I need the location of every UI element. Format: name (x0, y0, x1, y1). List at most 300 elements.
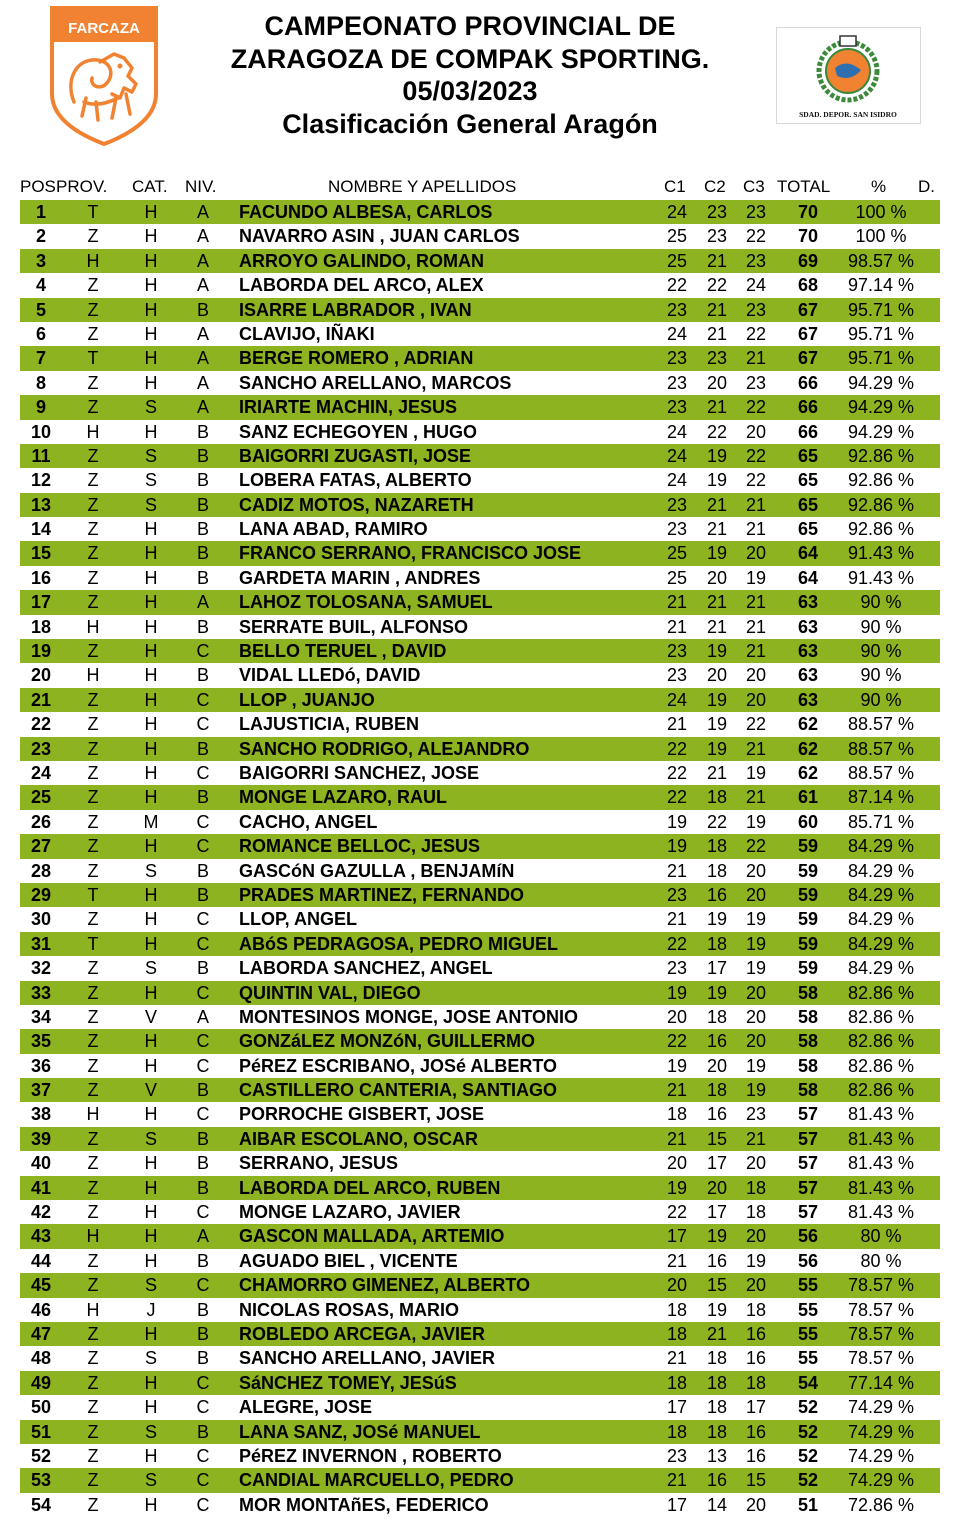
cell-name: BERGE ROMERO , ADRIAN (239, 348, 474, 369)
cell-c1: 20 (666, 1275, 688, 1296)
cell-c2: 21 (706, 616, 728, 637)
cell-c3: 19 (745, 1055, 767, 1076)
cell-prov: Z (87, 1470, 99, 1491)
cell-name: FRANCO SERRANO, FRANCISCO JOSE (239, 543, 582, 564)
cell-c3: 22 (745, 836, 767, 857)
cell-cat: S (144, 1128, 157, 1149)
cell-total: 63 (797, 665, 819, 686)
cell-pos: 17 (30, 592, 52, 613)
cell-pos: 49 (30, 1372, 52, 1393)
cell-name: MONGE LAZARO, RAUL (239, 787, 447, 808)
cell-pos: 52 (30, 1445, 52, 1466)
cell-prov: Z (87, 445, 99, 466)
cell-c1: 18 (666, 1104, 688, 1125)
cell-prov: H (86, 1104, 100, 1125)
cell-pct: 74.29 % (847, 1397, 915, 1418)
cell-cat: H (144, 982, 158, 1003)
cell-pos: 29 (30, 884, 52, 905)
cell-pct: 78.57 % (847, 1348, 915, 1369)
cell-total: 57 (797, 1104, 819, 1125)
cell-name: NICOLAS ROSAS, MARIO (239, 1299, 460, 1320)
table-row (20, 517, 940, 541)
cell-cat: H (144, 689, 158, 710)
cell-pct: 84.29 % (847, 884, 915, 905)
table-row (20, 639, 940, 663)
cell-name: ROBLEDO ARCEGA, JAVIER (239, 1323, 486, 1344)
cell-c2: 18 (706, 860, 728, 881)
cell-cat: S (144, 958, 157, 979)
cell-c2: 19 (706, 543, 728, 564)
cell-c3: 20 (745, 982, 767, 1003)
cell-c1: 22 (666, 787, 688, 808)
cell-name: MONGE LAZARO, JAVIER (239, 1202, 461, 1223)
cell-niv: B (196, 884, 209, 905)
cell-name: AIBAR ESCOLANO, OSCAR (239, 1128, 479, 1149)
cell-pct: 88.57 % (847, 714, 915, 735)
cell-cat: H (144, 519, 158, 540)
table-row (20, 1468, 940, 1492)
cell-name: SERRANO, JESUS (239, 1153, 399, 1174)
cell-niv: C (196, 641, 210, 662)
cell-pos: 15 (30, 543, 52, 564)
cell-c3: 23 (745, 202, 767, 222)
cell-c3: 20 (745, 1494, 767, 1515)
cell-cat: J (146, 1299, 156, 1320)
table-row (20, 932, 940, 956)
cell-niv: A (196, 202, 209, 222)
cell-niv: B (196, 1348, 209, 1369)
cell-name: LANA SANZ, JOSé MANUEL (239, 1421, 481, 1442)
cell-pos: 38 (30, 1104, 52, 1125)
cell-niv: C (196, 714, 210, 735)
cell-niv: B (196, 1250, 209, 1271)
cell-name: MONTESINOS MONGE, JOSE ANTONIO (239, 1006, 579, 1027)
cell-name: CADIZ MOTOS, NAZARETH (239, 494, 474, 515)
cell-prov: H (86, 250, 100, 271)
cell-pct: 84.29 % (847, 860, 915, 881)
cell-c3: 23 (745, 372, 767, 393)
cell-niv: C (196, 909, 210, 930)
cell-total: 52 (797, 1470, 819, 1491)
cell-cat: H (144, 275, 158, 296)
cell-niv: B (196, 860, 209, 881)
cell-cat: H (144, 884, 158, 905)
table-row (20, 224, 940, 248)
cell-pos: 22 (30, 714, 52, 735)
cell-c2: 22 (706, 275, 728, 296)
table-header (20, 177, 940, 199)
cell-prov: Z (87, 811, 99, 832)
cell-name: LAJUSTICIA, RUBEN (239, 714, 420, 735)
cell-prov: Z (87, 1372, 99, 1393)
cell-c3: 24 (745, 275, 767, 296)
cell-prov: Z (87, 787, 99, 808)
cell-niv: B (196, 738, 209, 759)
cell-c1: 23 (666, 665, 688, 686)
cell-c2: 19 (706, 445, 728, 466)
cell-cat: H (144, 226, 158, 247)
cell-pos: 23 (30, 738, 52, 759)
col-header-total: TOTAL (777, 177, 831, 196)
cell-niv: B (196, 1153, 209, 1174)
cell-cat: H (144, 714, 158, 735)
club-emblem-icon (777, 28, 920, 123)
cell-c3: 20 (745, 1275, 767, 1296)
cell-c1: 20 (666, 1153, 688, 1174)
cell-c3: 20 (745, 884, 767, 905)
cell-prov: Z (87, 372, 99, 393)
table-row (20, 1029, 940, 1053)
cell-total: 65 (797, 470, 819, 491)
cell-pct: 94.29 % (847, 421, 915, 442)
col-header-pos: POS (20, 177, 56, 196)
cell-pct: 95.71 % (847, 299, 915, 320)
cell-niv: A (196, 226, 209, 247)
cell-c3: 19 (745, 1080, 767, 1101)
cell-c3: 20 (745, 1153, 767, 1174)
cell-name: NAVARRO ASIN , JUAN CARLOS (239, 226, 520, 247)
cell-cat: H (144, 836, 158, 857)
cell-c2: 16 (706, 1104, 728, 1125)
cell-cat: H (144, 909, 158, 930)
table-row (20, 590, 940, 614)
table-row (20, 688, 940, 712)
results-table (20, 200, 940, 1517)
cell-name: SáNCHEZ TOMEY, JESúS (239, 1372, 457, 1393)
cell-c3: 18 (745, 1202, 767, 1223)
cell-pos: 31 (30, 933, 52, 954)
cell-c2: 20 (706, 665, 728, 686)
cell-prov: Z (87, 1031, 99, 1052)
cell-c3: 20 (745, 1031, 767, 1052)
cell-niv: B (196, 958, 209, 979)
col-header-c3: C3 (743, 177, 765, 196)
cell-cat: H (144, 567, 158, 588)
cell-c1: 23 (666, 884, 688, 905)
cell-name: BAIGORRI SANCHEZ, JOSE (239, 762, 480, 783)
cell-name: MOR MONTAñES, FEDERICO (239, 1494, 489, 1515)
cell-c2: 21 (706, 494, 728, 515)
cell-c2: 21 (706, 299, 728, 320)
cell-c2: 18 (706, 1080, 728, 1101)
cell-prov: Z (87, 1128, 99, 1149)
cell-niv: C (196, 689, 210, 710)
cell-c3: 21 (745, 494, 767, 515)
cell-name: GASCóN GAZULLA , BENJAMíN (239, 860, 515, 881)
table-row (20, 566, 940, 590)
cell-total: 52 (797, 1445, 819, 1466)
cell-c3: 18 (745, 1299, 767, 1320)
cell-niv: B (196, 494, 209, 515)
cell-c2: 18 (706, 787, 728, 808)
cell-pos: 41 (30, 1177, 52, 1198)
cell-pct: 78.57 % (847, 1275, 915, 1296)
cell-prov: H (86, 1299, 100, 1320)
cell-cat: H (144, 372, 158, 393)
col-header-prov: PROV. (56, 177, 108, 196)
cell-c3: 21 (745, 592, 767, 613)
cell-pct: 81.43 % (847, 1104, 915, 1125)
cell-prov: Z (87, 1445, 99, 1466)
cell-cat: S (144, 860, 157, 881)
cell-c2: 14 (706, 1494, 728, 1515)
cell-total: 63 (797, 592, 819, 613)
cell-niv: C (196, 1494, 210, 1515)
cell-cat: H (144, 616, 158, 637)
cell-prov: Z (87, 1323, 99, 1344)
cell-c1: 25 (666, 250, 688, 271)
title-subtitle: Clasificación General Aragón (282, 108, 658, 139)
cell-prov: Z (87, 1153, 99, 1174)
table-row (20, 1273, 940, 1297)
cell-c2: 18 (706, 1372, 728, 1393)
table-row (20, 493, 940, 517)
cell-c3: 23 (745, 1104, 767, 1125)
cell-cat: H (144, 787, 158, 808)
cell-name: PéREZ INVERNON , ROBERTO (239, 1445, 502, 1466)
cell-prov: Z (87, 909, 99, 930)
cell-name: CACHO, ANGEL (239, 811, 378, 832)
cell-pos: 20 (30, 665, 52, 686)
cell-prov: Z (87, 1080, 99, 1101)
title-date: 05/03/2023 (402, 76, 538, 106)
table-row (20, 737, 940, 761)
cell-c3: 19 (745, 1250, 767, 1271)
cell-c3: 17 (745, 1397, 767, 1418)
cell-c1: 17 (666, 1226, 688, 1247)
cell-pct: 94.29 % (847, 397, 915, 418)
cell-total: 57 (797, 1177, 819, 1198)
cell-niv: B (196, 567, 209, 588)
cell-total: 65 (797, 519, 819, 540)
cell-c3: 15 (745, 1470, 767, 1491)
cell-prov: Z (87, 762, 99, 783)
cell-c1: 24 (666, 421, 688, 442)
cell-pct: 84.29 % (847, 958, 915, 979)
cell-name: ARROYO GALINDO, ROMAN (239, 250, 484, 271)
cell-c3: 21 (745, 738, 767, 759)
cell-pct: 100 % (855, 226, 907, 247)
cell-name: SANZ ECHEGOYEN , HUGO (239, 421, 478, 442)
cell-niv: A (196, 348, 209, 369)
cell-name: SANCHO RODRIGO, ALEJANDRO (239, 738, 530, 759)
cell-pct: 92.86 % (847, 470, 915, 491)
col-header-niv: NIV. (185, 177, 217, 196)
table-row (20, 1176, 940, 1200)
cell-pct: 92.86 % (847, 519, 915, 540)
cell-c3: 19 (745, 762, 767, 783)
cell-c2: 19 (706, 689, 728, 710)
table-row (20, 1420, 940, 1444)
cell-name: ABóS PEDRAGOSA, PEDRO MIGUEL (239, 933, 559, 954)
cell-pct: 91.43 % (847, 567, 915, 588)
cell-c1: 18 (666, 1421, 688, 1442)
cell-name: PORROCHE GISBERT, JOSE (239, 1104, 485, 1125)
cell-pos: 6 (35, 323, 46, 344)
cell-prov: Z (87, 1494, 99, 1515)
cell-c2: 18 (706, 1421, 728, 1442)
cell-c1: 21 (666, 1470, 688, 1491)
cell-niv: A (196, 250, 209, 271)
cell-pct: 81.43 % (847, 1177, 915, 1198)
table-row (20, 273, 940, 297)
cell-pct: 80 % (860, 1250, 902, 1271)
cell-c3: 20 (745, 665, 767, 686)
cell-niv: B (196, 421, 209, 442)
cell-niv: C (196, 1470, 210, 1491)
cell-c3: 22 (745, 714, 767, 735)
cell-prov: Z (87, 1250, 99, 1271)
cell-c3: 21 (745, 616, 767, 637)
col-header-cat: CAT. (132, 177, 168, 196)
cell-pos: 50 (30, 1397, 52, 1418)
cell-c1: 21 (666, 1250, 688, 1271)
cell-c1: 23 (666, 641, 688, 662)
cell-c3: 22 (745, 323, 767, 344)
cell-c1: 18 (666, 1323, 688, 1344)
cell-pct: 84.29 % (847, 909, 915, 930)
cell-name: GARDETA MARIN , ANDRES (239, 567, 481, 588)
cell-pct: 72.86 % (847, 1494, 915, 1515)
cell-name: LLOP, ANGEL (239, 909, 358, 930)
table-row (20, 761, 940, 785)
cell-c1: 18 (666, 1299, 688, 1320)
cell-total: 63 (797, 641, 819, 662)
cell-c1: 22 (666, 762, 688, 783)
cell-total: 66 (797, 397, 819, 418)
table-row (20, 1249, 940, 1273)
cell-cat: H (144, 1031, 158, 1052)
cell-pct: 74.29 % (847, 1445, 915, 1466)
cell-c2: 16 (706, 884, 728, 905)
cell-name: CLAVIJO, IÑAKI (239, 323, 375, 344)
cell-prov: Z (87, 567, 99, 588)
cell-c1: 22 (666, 1202, 688, 1223)
cell-cat: V (144, 1080, 157, 1101)
cell-name: SANCHO ARELLANO, JAVIER (239, 1348, 496, 1369)
cell-pct: 87.14 % (847, 787, 915, 808)
cell-total: 63 (797, 616, 819, 637)
cell-c2: 21 (706, 323, 728, 344)
cell-name: GONZáLEZ MONZóN, GUILLERMO (239, 1031, 535, 1052)
club-logo (776, 27, 921, 124)
cell-pos: 24 (30, 762, 52, 783)
cell-cat: H (144, 1055, 158, 1076)
cell-c3: 22 (745, 397, 767, 418)
cell-c3: 21 (745, 641, 767, 662)
cell-pos: 21 (30, 689, 52, 710)
cell-niv: A (196, 397, 209, 418)
cell-name: GASCON MALLADA, ARTEMIO (239, 1226, 505, 1247)
table-row (20, 1224, 940, 1248)
cell-niv: B (196, 1299, 209, 1320)
cell-pos: 7 (35, 348, 46, 369)
table-row (20, 712, 940, 736)
cell-name: ISARRE LABRADOR , IVAN (239, 299, 472, 320)
cell-niv: B (196, 519, 209, 540)
cell-c3: 21 (745, 1128, 767, 1149)
cell-name: VIDAL LLEDó, DAVID (239, 665, 421, 686)
cell-prov: T (87, 202, 99, 222)
cell-c1: 17 (666, 1494, 688, 1515)
cell-prov: Z (87, 1202, 99, 1223)
cell-niv: C (196, 1372, 210, 1393)
cell-prov: Z (87, 689, 99, 710)
table-row (20, 322, 940, 346)
cell-c3: 16 (745, 1421, 767, 1442)
cell-pos: 14 (30, 519, 52, 540)
cell-pos: 51 (30, 1421, 52, 1442)
cell-total: 52 (797, 1421, 819, 1442)
cell-c1: 21 (666, 1080, 688, 1101)
cell-total: 59 (797, 933, 819, 954)
table-row (20, 249, 940, 273)
cell-pos: 3 (35, 250, 46, 271)
cell-cat: H (144, 1494, 158, 1515)
cell-c3: 18 (745, 1177, 767, 1198)
cell-cat: H (144, 1323, 158, 1344)
cell-c2: 19 (706, 470, 728, 491)
cell-pct: 81.43 % (847, 1202, 915, 1223)
cell-c2: 15 (706, 1275, 728, 1296)
cell-pct: 90 % (860, 592, 902, 613)
cell-cat: H (144, 421, 158, 442)
cell-total: 58 (797, 1031, 819, 1052)
cell-prov: Z (87, 1177, 99, 1198)
cell-prov: Z (87, 1397, 99, 1418)
cell-prov: Z (87, 1006, 99, 1027)
cell-pos: 5 (35, 299, 46, 320)
cell-c3: 23 (745, 299, 767, 320)
cell-name: BAIGORRI ZUGASTI, JOSE (239, 445, 472, 466)
cell-c1: 25 (666, 567, 688, 588)
cell-c1: 22 (666, 1031, 688, 1052)
cell-c2: 19 (706, 738, 728, 759)
cell-cat: H (144, 1397, 158, 1418)
cell-c1: 21 (666, 592, 688, 613)
cell-name: CASTILLERO CANTERIA, SANTIAGO (239, 1080, 557, 1101)
cell-pos: 34 (30, 1006, 52, 1027)
cell-c2: 17 (706, 1153, 728, 1174)
cell-c3: 20 (745, 421, 767, 442)
cell-pct: 94.29 % (847, 372, 915, 393)
cell-prov: Z (87, 1055, 99, 1076)
cell-prov: T (87, 884, 99, 905)
table-row (20, 883, 940, 907)
document-title (170, 10, 770, 140)
cell-c2: 21 (706, 1323, 728, 1344)
table-row (20, 444, 940, 468)
table-row (20, 1151, 940, 1175)
cell-name: LOBERA FATAS, ALBERTO (239, 470, 472, 491)
cell-total: 67 (797, 323, 819, 344)
table-row (20, 1102, 940, 1126)
table-row (20, 1493, 940, 1517)
cell-c2: 20 (706, 372, 728, 393)
cell-total: 68 (797, 275, 819, 296)
cell-name: LABORDA DEL ARCO, RUBEN (239, 1177, 501, 1198)
table-row (20, 810, 940, 834)
table-row (20, 541, 940, 565)
cell-name: SANCHO ARELLANO, MARCOS (239, 372, 512, 393)
cell-c1: 23 (666, 299, 688, 320)
cell-c1: 19 (666, 982, 688, 1003)
cell-pct: 90 % (860, 641, 902, 662)
cell-total: 57 (797, 1202, 819, 1223)
cell-niv: C (196, 1397, 210, 1418)
cell-pct: 100 % (855, 202, 907, 222)
cell-c2: 22 (706, 421, 728, 442)
